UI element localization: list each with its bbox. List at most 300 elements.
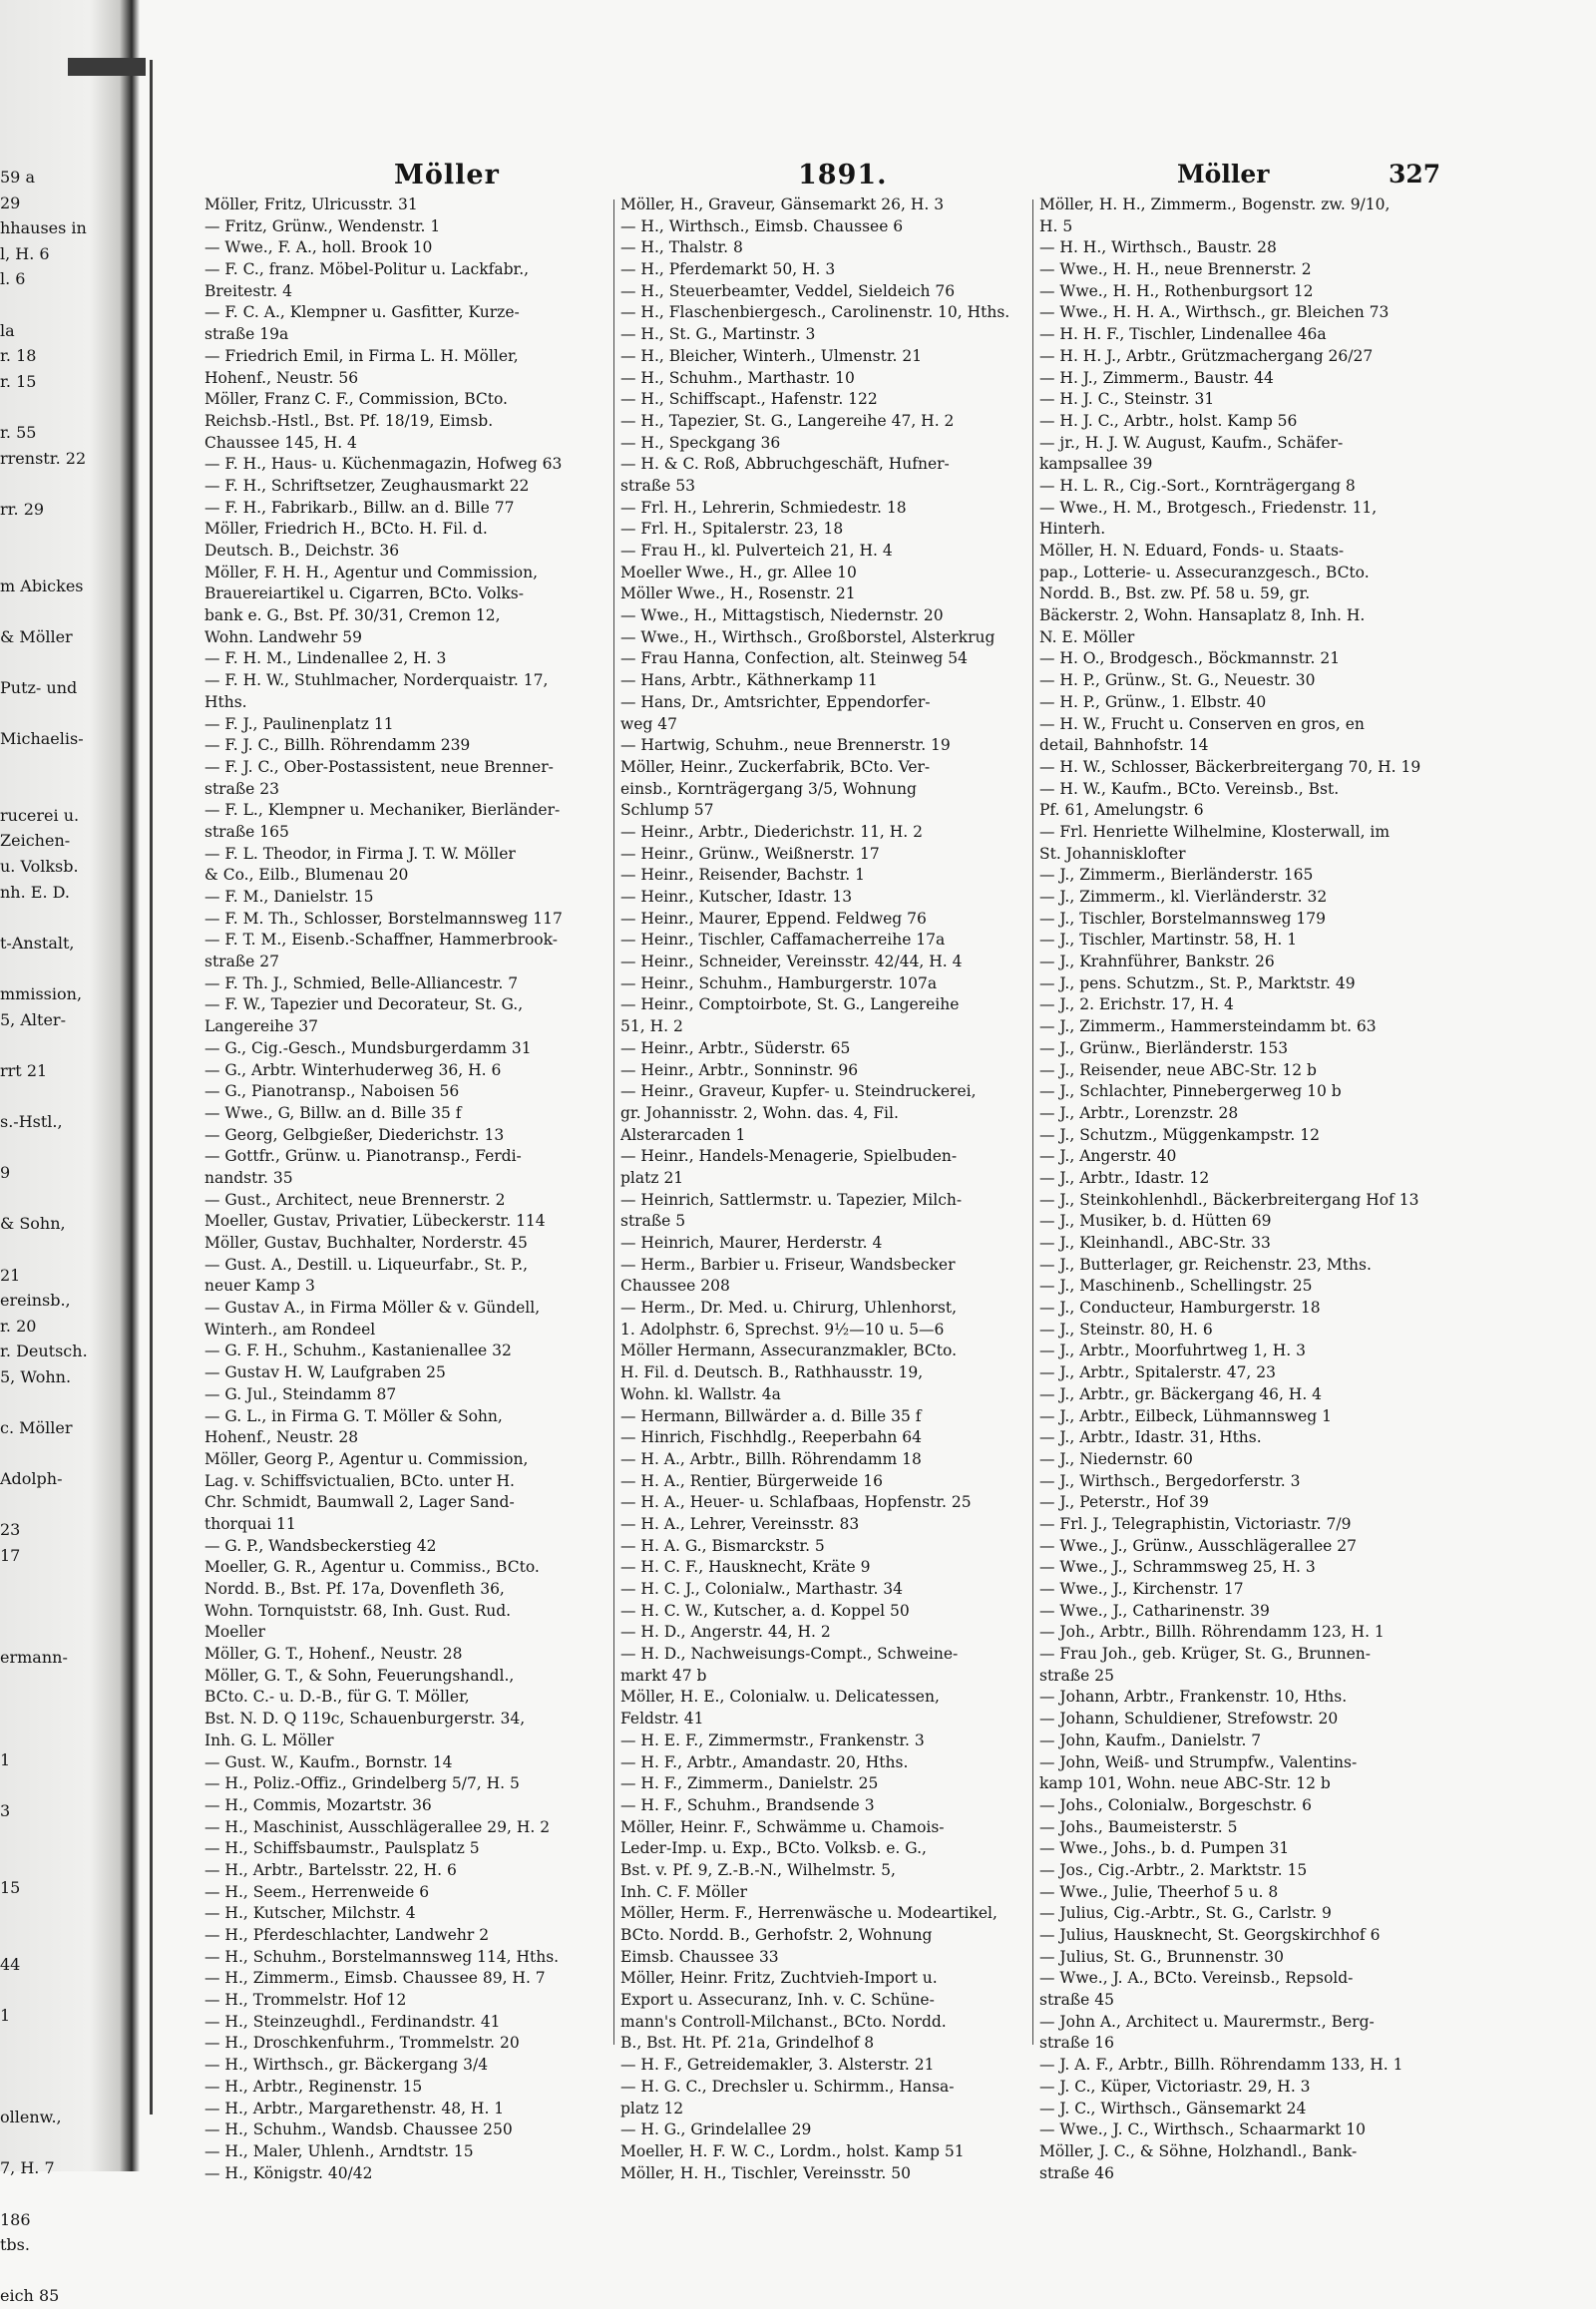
directory-entry-line: — J., Zimmerm., Bierländerstr. 165 (1039, 866, 1314, 885)
directory-entry-line: Reichsb.-Hstl., Bst. Pf. 18/19, Eimsb. (204, 411, 494, 430)
left-fragment-line (0, 1135, 100, 1161)
left-fragment-line (0, 1569, 100, 1595)
directory-entry-line: — J., Schlachter, Pinnebergerweg 10 b (1039, 1082, 1342, 1101)
left-fragment-line: s.-Hstl., (0, 1111, 63, 1131)
page-number: 327 (1389, 160, 1441, 189)
directory-entry-line: kampsallee 39 (1039, 455, 1153, 474)
directory-entry-line: — Julius, Cig.-Arbtr., St. G., Carlstr. 9 (1039, 1904, 1332, 1923)
left-fragment-line (0, 1083, 100, 1109)
directory-entry-line: — F. C. A., Klempner u. Gasfitter, Kurze- (204, 303, 520, 322)
left-fragment-line (0, 2080, 100, 2106)
directory-entry-line: — J., Musiker, b. d. Hütten 69 (1039, 1212, 1272, 1231)
directory-entry-line: — Johs., Baumeisterstr. 5 (1039, 1817, 1238, 1836)
directory-entry-line: — J., Schutzm., Müggenkampstr. 12 (1039, 1125, 1320, 1144)
directory-entry-line: Eimsb. Chaussee 33 (620, 1947, 779, 1966)
directory-entry-line: — H., Trommelstr. Hof 12 (204, 1991, 407, 2010)
directory-entry-line: — Georg, Gelbgießer, Diederichstr. 13 (204, 1125, 505, 1144)
directory-entry-line: detail, Bahnhofstr. 14 (1039, 736, 1209, 755)
directory-entry-line: — H., Königstr. 40/42 (204, 2163, 373, 2182)
directory-entry-line: — Johs., Colonialw., Borgeschstr. 6 (1039, 1795, 1312, 1814)
directory-entry-line: — H., Seem., Herrenweide 6 (204, 1882, 430, 1901)
directory-entry-line: — H. P., Grünw., St. G., Neuestr. 30 (1039, 671, 1316, 690)
directory-entry-line: Hohenf., Neustr. 28 (204, 1428, 359, 1447)
directory-entry-line: — J., Reisender, neue ABC-Str. 12 b (1039, 1060, 1317, 1079)
directory-entry-line: — J., Arbtr., gr. Bäckergang 46, H. 4 (1039, 1384, 1323, 1403)
left-fragment-line (0, 905, 100, 931)
directory-entry-line: Nordd. B., Bst. zw. Pf. 58 u. 59, gr. (1039, 584, 1311, 603)
directory-entry-line: — J., Maschinenb., Schellingstr. 25 (1039, 1277, 1313, 1296)
column-rule (613, 199, 614, 2045)
left-fragment-line (0, 1772, 100, 1798)
left-fragment-line (0, 1441, 100, 1467)
left-fragment-line (0, 1849, 100, 1875)
directory-entry-line: — Heinr., Arbtr., Süderstr. 65 (620, 1038, 851, 1057)
directory-entry-line: bank e. G., Bst. Pf. 30/31, Cremon 12, (204, 606, 501, 625)
directory-entry-line: — Gust., Architect, neue Brennerstr. 2 (204, 1190, 506, 1209)
directory-entry-line: BCto. C.- u. D.-B., für G. T. Möller, (204, 1688, 470, 1707)
directory-entry-line: 1. Adolphstr. 6, Sprechst. 9½—10 u. 5—6 (620, 1320, 945, 1339)
left-fragment-line (0, 1390, 100, 1416)
directory-entry-line: — H. J., Zimmerm., Baustr. 44 (1039, 368, 1274, 387)
directory-entry-line: Alsterarcaden 1 (620, 1125, 746, 1144)
directory-entry-line: — H., Schiffsbaumstr., Paulsplatz 5 (204, 1839, 480, 1858)
directory-entry-line: — J., Krahnführer, Bankstr. 26 (1039, 953, 1275, 971)
directory-entry-line: — F. L. Theodor, in Firma J. T. W. Möller (204, 844, 516, 863)
left-fragment-line: mmission, (0, 984, 83, 1003)
directory-entry-line: BCto. Nordd. B., Gerhofstr. 2, Wohnung (620, 1926, 933, 1944)
directory-entry-line: — Gottfr., Grünw. u. Pianotransp., Ferdi- (204, 1147, 522, 1166)
directory-entry-line: — Heinr., Schneider, Vereinsstr. 42/44, H. 4 (620, 953, 963, 971)
directory-entry-line: — H. W., Kaufm., BCto. Vereinsb., Bst. (1039, 779, 1340, 798)
directory-entry-line: straße 46 (1039, 2163, 1115, 2182)
directory-entry-line: Winterh., am Rondeel (204, 1320, 376, 1339)
directory-entry-line: — Hans, Dr., Amtsrichter, Eppendorfer- (620, 692, 931, 711)
directory-entry-line: — Heinr., Maurer, Eppend. Feldweg 76 (620, 909, 927, 928)
directory-entry-line: — John, Kaufm., Danielstr. 7 (1039, 1731, 1262, 1749)
directory-entry-line: — Heinr., Comptoirbote, St. G., Langereihe (620, 995, 960, 1014)
left-fragment-line: 186 (0, 2209, 31, 2229)
directory-entry-line: — H. W., Schlosser, Bäckerbreitergang 70, H. 19 (1039, 757, 1421, 776)
directory-entry-line: kamp 101, Wohn. neue ABC-Str. 12 b (1039, 1774, 1331, 1793)
left-fragment-line (0, 1824, 100, 1850)
directory-entry-line: straße 19a (204, 325, 289, 344)
directory-entry-line: — H. E. F., Zimmermstr., Frankenstr. 3 (620, 1731, 925, 1749)
directory-entry-line: neuer Kamp 3 (204, 1277, 315, 1296)
running-head-right: Möller (1177, 160, 1270, 189)
directory-entry-line: — Heinr., Schuhm., Hamburgerstr. 107a (620, 973, 938, 992)
directory-entry-line: — F. W., Tapezier und Decorateur, St. G., (204, 995, 524, 1014)
directory-entry-line: — H. A., Lehrer, Vereinsstr. 83 (620, 1514, 860, 1533)
directory-entry-line: Wohn. kl. Wallstr. 4a (620, 1384, 781, 1403)
directory-entry-line: — Heinrich, Maurer, Herderstr. 4 (620, 1234, 883, 1252)
directory-entry-line: — J., Arbtr., Idastr. 31, Hths. (1039, 1428, 1262, 1447)
directory-entry-line: — Heinr., Reisender, Bachstr. 1 (620, 866, 866, 885)
directory-entry-line: — Wwe., H., Mittagstisch, Niedernstr. 20 (620, 606, 944, 625)
left-fragment-line: u. Volksb. (0, 857, 79, 877)
directory-entry-line: — Wwe., F. A., holl. Brook 10 (204, 238, 433, 257)
directory-entry-line: 51, H. 2 (620, 1017, 683, 1036)
directory-entry-line: Möller, Gustav, Buchhalter, Norderstr. 45 (204, 1234, 528, 1252)
directory-entry-line: — Jos., Cig.-Arbtr., 2. Marktstr. 15 (1039, 1860, 1308, 1879)
directory-entry-line: — Herm., Dr. Med. u. Chirurg, Uhlenhorst, (620, 1299, 958, 1318)
directory-entry-line: — J., Arbtr., Eilbeck, Lühmannsweg 1 (1039, 1406, 1332, 1425)
directory-entry-line: — J., Butterlager, gr. Reichenstr. 23, Mths. (1039, 1255, 1372, 1274)
left-fragment-line: ollenw., (0, 2108, 62, 2127)
left-fragment-line: 7, H. 7 (0, 2158, 55, 2178)
directory-entry-line: straße 25 (1039, 1666, 1115, 1685)
directory-entry-line: Hths. (204, 692, 247, 711)
directory-entry-line: — G. L., in Firma G. T. Möller & Sohn, (204, 1406, 503, 1425)
directory-entry-line: — Frl. H., Spitalerstr. 23, 18 (620, 520, 844, 539)
directory-entry-line: straße 53 (620, 476, 696, 495)
directory-entry-line: — G., Pianotransp., Naboisen 56 (204, 1082, 460, 1101)
directory-entry-line: — F. Th. J., Schmied, Belle-Alliancestr. 7 (204, 973, 519, 992)
left-fragment-line: nh. E. D. (0, 882, 70, 902)
left-fragment-line: ereinsb., (0, 1291, 71, 1311)
left-fragment-line: m Abickes (0, 576, 84, 595)
directory-entry-line: — H. P., Grünw., 1. Elbstr. 40 (1039, 692, 1267, 711)
directory-entry-line: markt 47 b (620, 1666, 707, 1685)
directory-entry-line: — Herm., Barbier u. Friseur, Wandsbecker (620, 1255, 956, 1274)
directory-entry-line: — F. H. W., Stuhlmacher, Norderquaistr. 17, (204, 671, 549, 690)
directory-entry-line: — H., Wirthsch., gr. Bäckergang 3/4 (204, 2056, 489, 2075)
directory-entry-line: — Gustav A., in Firma Möller & v. Gündell, (204, 1299, 541, 1318)
directory-entry-line: Moeller, G. R., Agentur u. Commiss., BCto. (204, 1558, 540, 1577)
directory-entry-line: — jr., H. J. W. August, Kaufm., Schäfer- (1039, 433, 1344, 452)
directory-entry-line: — J. A. F., Arbtr., Billh. Röhrendamm 133, H. 1 (1039, 2056, 1403, 2075)
directory-entry-line: — H. & C. Roß, Abbruchgeschäft, Hufner- (620, 455, 950, 474)
directory-entry-line: — Hermann, Billwärder a. d. Bille 35 f (620, 1406, 922, 1425)
left-fragment-line: 17 (0, 1546, 21, 1566)
directory-entry-line: Schlump 57 (620, 801, 714, 820)
directory-entry-line: — Hans, Arbtr., Käthnerkamp 11 (620, 671, 878, 690)
left-fragment-line: 5, Wohn. (0, 1366, 72, 1386)
directory-entry-line: — F. H., Schriftsetzer, Zeughausmarkt 22 (204, 476, 530, 495)
left-fragment-line: tbs. (0, 2235, 30, 2255)
directory-entry-line: — H., Commis, Mozartstr. 36 (204, 1795, 432, 1814)
directory-entry-line: — Frau Hanna, Confection, alt. Steinweg 54 (620, 649, 968, 668)
directory-entry-line: B., Bst. Ht. Pf. 21a, Grindelhof 8 (620, 2034, 875, 2053)
directory-entry-line: — H. O., Brodgesch., Böckmannstr. 21 (1039, 649, 1341, 668)
left-fragment-line: l, H. 6 (0, 243, 50, 263)
directory-entry-line: Möller, H. N. Eduard, Fonds- u. Staats- (1039, 542, 1345, 560)
directory-entry-line: — Heinr., Arbtr., Sonninstr. 96 (620, 1060, 859, 1079)
left-fragment-line: 1 (0, 1749, 11, 1769)
directory-entry-line: — J., Arbtr., Lorenzstr. 28 (1039, 1103, 1239, 1122)
left-fragment-line (0, 1722, 100, 1747)
directory-entry-line: — J., Zimmerm., Hammersteindamm bt. 63 (1039, 1017, 1377, 1036)
directory-entry-line: — F. H., Haus- u. Küchenmagazin, Hofweg 63 (204, 455, 563, 474)
directory-entry-line: — H., St. G., Martinstr. 3 (620, 325, 816, 344)
left-fragment-line: r. 20 (0, 1316, 37, 1336)
left-fragment-line: 59 a (0, 168, 35, 187)
directory-column-1 (204, 194, 608, 2184)
left-fragment-line: r. 15 (0, 371, 37, 391)
directory-entry-line: — Wwe., Johs., b. d. Pumpen 31 (1039, 1839, 1290, 1858)
directory-entry-line: & Co., Eilb., Blumenau 20 (204, 866, 409, 885)
page-edge (150, 60, 153, 2115)
directory-entry-line: N. E. Möller (1039, 627, 1135, 646)
directory-entry-line: — J. C., Wirthsch., Gänsemarkt 24 (1039, 2099, 1307, 2117)
directory-entry-line: Langereihe 37 (204, 1017, 318, 1036)
left-fragment-line: 29 (0, 192, 21, 212)
directory-entry-line: — J., Steinstr. 80, H. 6 (1039, 1320, 1213, 1339)
directory-entry-line: — Wwe., J., Catharinenstr. 39 (1039, 1601, 1270, 1620)
directory-entry-line: — Wwe., G, Billw. an d. Bille 35 f (204, 1103, 462, 1122)
directory-entry-line: — J., Peterstr., Hof 39 (1039, 1493, 1209, 1512)
left-fragment-line (0, 1926, 100, 1952)
directory-entry-line: — J., Niedernstr. 60 (1039, 1449, 1193, 1468)
left-fragment-line: eich 85 (0, 2286, 60, 2306)
left-fragment-line (0, 522, 100, 548)
directory-entry-line: — Wwe., J. A., BCto. Vereinsb., Repsold- (1039, 1969, 1354, 1988)
directory-entry-line: — H., Schuhm., Wandsb. Chaussee 250 (204, 2120, 513, 2139)
left-fragment-line (0, 752, 100, 778)
left-fragment-line (0, 598, 100, 624)
directory-entry-line: — H. J. C., Steinstr. 31 (1039, 390, 1215, 409)
directory-entry-line: — Hartwig, Schuhm., neue Brennerstr. 19 (620, 736, 951, 755)
directory-entry-line: nandstr. 35 (204, 1168, 293, 1187)
directory-entry-line: — H. F., Zimmerm., Danielstr. 25 (620, 1774, 879, 1793)
directory-entry-line: — H. F., Schuhm., Brandsende 3 (620, 1795, 875, 1814)
directory-entry-line: — H. W., Frucht u. Conserven en gros, en (1039, 714, 1365, 733)
directory-entry-line: — H. C. F., Hausknecht, Kräte 9 (620, 1558, 871, 1577)
directory-entry-line: Möller, G. T., & Sohn, Feuerungshandl., (204, 1666, 515, 1685)
left-fragment-line (0, 2181, 100, 2207)
left-fragment-line (0, 1620, 100, 1646)
left-fragment-line: r. 55 (0, 422, 37, 442)
directory-entry-line: — H. J. C., Arbtr., holst. Kamp 56 (1039, 411, 1298, 430)
directory-entry-line: — H., Arbtr., Reginenstr. 15 (204, 2077, 423, 2096)
directory-entry-line: — H. A., Rentier, Bürgerweide 16 (620, 1471, 883, 1490)
left-fragment-line: 15 (0, 1877, 21, 1897)
directory-entry-line: — H., Maschinist, Ausschlägerallee 29, H. 2 (204, 1817, 551, 1836)
directory-entry-line: — Gust. A., Destill. u. Liqueurfabr., St. P., (204, 1255, 529, 1274)
running-head-year: 1891. (798, 160, 888, 191)
left-fragment-line (0, 292, 100, 318)
directory-entry-line: — H. D., Nachweisungs-Compt., Schweine- (620, 1645, 959, 1664)
directory-entry-line: Möller, Fritz, Ulricusstr. 31 (204, 195, 418, 213)
directory-entry-line: — H., Pferdemarkt 50, H. 3 (620, 260, 836, 279)
directory-entry-line: — Frl. Henriette Wilhelmine, Klosterwall, im (1039, 822, 1391, 841)
directory-entry-line: Möller, F. H. H., Agentur und Commission, (204, 563, 538, 581)
directory-entry-line: — H., Flaschenbiergesch., Carolinenstr. 10, Hths. (620, 303, 1010, 322)
directory-entry-line: — Wwe., J., Grünw., Ausschlägerallee 27 (1039, 1536, 1357, 1555)
left-fragment-line: 21 (0, 1265, 21, 1285)
directory-entry-line: platz 12 (620, 2099, 684, 2117)
directory-entry-line: — J., 2. Erichstr. 17, H. 4 (1039, 995, 1234, 1014)
directory-entry-line: Moeller Wwe., H., gr. Allee 10 (620, 563, 857, 581)
directory-entry-line: — Wwe., H. H., Rothenburgsort 12 (1039, 281, 1314, 300)
directory-entry-line: — Fritz, Grünw., Wendenstr. 1 (204, 216, 441, 235)
directory-entry-line: pap., Lotterie- u. Assecuranzgesch., BCto. (1039, 563, 1370, 581)
directory-entry-line: weg 47 (620, 714, 678, 733)
directory-entry-line: St. Johannisklofter (1039, 844, 1186, 863)
directory-entry-line: — F. M. Th., Schlosser, Borstelmannsweg 117 (204, 909, 563, 928)
directory-entry-line: Chaussee 208 (620, 1277, 730, 1296)
directory-entry-line: Möller, Heinr. Fritz, Zuchtvieh-Import u. (620, 1969, 938, 1988)
directory-entry-line: — J., Angerstr. 40 (1039, 1147, 1177, 1166)
directory-entry-line: Deutsch. B., Deichstr. 36 (204, 542, 400, 560)
directory-entry-line: Hohenf., Neustr. 56 (204, 368, 359, 387)
directory-entry-line: — Wwe., J. C., Wirthsch., Schaarmarkt 10 (1039, 2120, 1366, 2139)
left-fragment-line: la (0, 320, 15, 340)
left-fragment-line: l. 6 (0, 269, 26, 289)
directory-entry-line: — H., Kutscher, Milchstr. 4 (204, 1904, 416, 1923)
directory-entry-line: — J., Tischler, Martinstr. 58, H. 1 (1039, 931, 1298, 950)
left-fragment-line (0, 1032, 100, 1058)
left-fragment-line (0, 1671, 100, 1697)
directory-entry-line: Chr. Schmidt, Baumwall 2, Lager Sand- (204, 1493, 515, 1512)
left-fragment-line (0, 548, 100, 574)
directory-entry-line: — F. J. C., Billh. Röhrendamm 239 (204, 736, 471, 755)
directory-entry-line: straße 23 (204, 779, 280, 798)
left-fragment-line: c. Möller (0, 1418, 73, 1438)
directory-entry-line: — J., pens. Schutzm., St. P., Marktstr. 49 (1039, 973, 1356, 992)
directory-entry-line: Inh. G. L. Möller (204, 1731, 334, 1749)
left-fragment-line: & Sohn, (0, 1214, 66, 1234)
left-fragment-line: & Möller (0, 626, 73, 646)
directory-entry-line: — H., Schuhm., Borstelmannsweg 114, Hths. (204, 1947, 560, 1966)
directory-entry-line: — G. F. H., Schuhm., Kastanienallee 32 (204, 1342, 512, 1360)
directory-entry-line: — H. A., Arbtr., Billh. Röhrendamm 18 (620, 1449, 922, 1468)
directory-entry-line: — F. T. M., Eisenb.-Schaffner, Hammerbrook- (204, 931, 558, 950)
directory-entry-line: — H. C. J., Colonialw., Marthastr. 34 (620, 1580, 904, 1598)
directory-entry-line: Feldstr. 41 (620, 1710, 704, 1729)
directory-entry-line: Pf. 61, Amelungstr. 6 (1039, 801, 1204, 820)
directory-entry-line: — H., Thalstr. 8 (620, 238, 743, 257)
directory-entry-line: — Frau H., kl. Pulverteich 21, H. 4 (620, 542, 893, 560)
directory-entry-line: thorquai 11 (204, 1514, 296, 1533)
left-fragment-line: Zeichen- (0, 831, 71, 851)
directory-entry-line: Möller, H. H., Tischler, Vereinsstr. 50 (620, 2163, 912, 2182)
directory-entry-line: straße 5 (620, 1212, 686, 1231)
directory-entry-line: — H. A. G., Bismarckstr. 5 (620, 1536, 825, 1555)
directory-entry-line: — Gustav H. W, Laufgraben 25 (204, 1363, 446, 1382)
binding-tape (68, 58, 146, 76)
directory-entry-line: — Heinr., Kutscher, Idastr. 13 (620, 888, 853, 906)
left-fragment-line (0, 1977, 100, 2003)
directory-entry-line: Möller, Herm. F., Herrenwäsche u. Modeartikel, (620, 1904, 998, 1923)
directory-entry-line: — G. Jul., Steindamm 87 (204, 1384, 397, 1403)
directory-entry-line: — H. C. W., Kutscher, a. d. Koppel 50 (620, 1601, 910, 1620)
directory-entry-line: — H. L. R., Cig.-Sort., Kornträgergang 8 (1039, 476, 1356, 495)
directory-entry-line: — H., Arbtr., Bartelsstr. 22, H. 6 (204, 1860, 457, 1879)
directory-entry-line: Inh. C. F. Möller (620, 1882, 747, 1901)
directory-entry-line: — H. G., Grindelallee 29 (620, 2120, 812, 2139)
directory-entry-line: — Wwe., H., Wirthsch., Großborstel, Alsterkrug (620, 627, 996, 646)
directory-entry-line: Brauereiartikel u. Cigarren, BCto. Volks- (204, 584, 524, 603)
directory-entry-line: — H. A., Heuer- u. Schlafbaas, Hopfenstr. 25 (620, 1493, 972, 1512)
directory-entry-line: — H. D., Angerstr. 44, H. 2 (620, 1623, 831, 1642)
directory-entry-line: — Frl. J., Telegraphistin, Victoriastr. 7/9 (1039, 1514, 1352, 1533)
left-fragment-line: 44 (0, 1954, 21, 1974)
directory-entry-line: — J., Tischler, Borstelmannsweg 179 (1039, 909, 1326, 928)
directory-entry-line: — Wwe., J., Schrammsweg 25, H. 3 (1039, 1558, 1316, 1577)
directory-entry-line: — Julius, Hausknecht, St. Georgskirchhof 6 (1039, 1926, 1381, 1944)
directory-entry-line: — H. H. F., Tischler, Lindenallee 46a (1039, 325, 1327, 344)
left-fragment-line (0, 1697, 100, 1723)
directory-entry-line: straße 27 (204, 953, 280, 971)
directory-entry-line: Moeller (204, 1623, 265, 1642)
directory-entry-line: Breitestr. 4 (204, 281, 292, 300)
directory-entry-line: mann's Controll-Milchanst., BCto. Nordd. (620, 2012, 947, 2031)
directory-entry-line: — G. P., Wandsbeckerstieg 42 (204, 1536, 437, 1555)
directory-entry-line: Möller, Franz C. F., Commission, BCto. (204, 390, 508, 409)
left-fragment-line: 9 (0, 1163, 11, 1183)
left-fragment-line (0, 649, 100, 675)
directory-entry-line: — Heinr., Arbtr., Diederichstr. 11, H. 2 (620, 822, 924, 841)
directory-entry-line: — Wwe., H. H., neue Brennerstr. 2 (1039, 260, 1312, 279)
directory-entry-line: H. 5 (1039, 216, 1073, 235)
directory-entry-line: — H., Droschkenfuhrm., Trommelstr. 20 (204, 2034, 520, 2053)
directory-entry-line: — Heinr., Graveur, Kupfer- u. Steindruckerei, (620, 1082, 977, 1101)
left-fragment-line (0, 777, 100, 803)
directory-entry-line: — Hinrich, Fischhdlg., Reeperbahn 64 (620, 1428, 922, 1447)
left-fragment-line: t-Anstalt, (0, 933, 75, 953)
directory-entry-line: Bäckerstr. 2, Wohn. Hansaplatz 8, Inh. H. (1039, 606, 1366, 625)
directory-entry-line: — Wwe., H. M., Brotgesch., Friedenstr. 11, (1039, 498, 1378, 517)
directory-entry-line: — J., Arbtr., Idastr. 12 (1039, 1168, 1210, 1187)
left-fragment-line: r. Deutsch. (0, 1342, 88, 1361)
directory-entry-line: einsb., Kornträgergang 3/5, Wohnung (620, 779, 917, 798)
directory-entry-line: — J., Steinkohlenhdl., Bäckerbreitergang Hof 13 (1039, 1190, 1419, 1209)
directory-entry-line: — H., Steuerbeamter, Veddel, Sieldeich 76 (620, 281, 956, 300)
directory-entry-line: — Frl. H., Lehrerin, Schmiedestr. 18 (620, 498, 907, 517)
directory-entry-line: — F. J. C., Ober-Postassistent, neue Brenner- (204, 757, 554, 776)
directory-entry-line: — H., Tapezier, St. G., Langereihe 47, H. 2 (620, 411, 955, 430)
directory-entry-line: Möller, H. H., Zimmerm., Bogenstr. zw. 9/10, (1039, 195, 1391, 213)
directory-entry-line: — J., Conducteur, Hamburgerstr. 18 (1039, 1299, 1321, 1318)
directory-entry-line: — J., Kleinhandl., ABC-Str. 33 (1039, 1234, 1271, 1252)
directory-entry-line: — H., Maler, Uhlenh., Arndtstr. 15 (204, 2141, 474, 2160)
directory-entry-line: Bst. v. Pf. 9, Z.-B.-N., Wilhelmstr. 5, (620, 1860, 896, 1879)
directory-column-2 (620, 194, 1024, 2184)
left-fragment-line (0, 2054, 100, 2080)
left-fragment-line (0, 1492, 100, 1518)
directory-entry-line: — Heinr., Grünw., Weißnerstr. 17 (620, 844, 880, 863)
left-fragment-line (0, 1186, 100, 1212)
directory-entry-line: — H., Zimmerm., Eimsb. Chaussee 89, H. 7 (204, 1969, 546, 1988)
directory-entry-line: — H., Bleicher, Winterh., Ulmenstr. 21 (620, 346, 923, 365)
directory-column-3 (1039, 194, 1438, 2184)
directory-entry-line: Export u. Assecuranz, Inh. v. C. Schüne- (620, 1991, 935, 2010)
left-fragment-line: Michaelis- (0, 729, 84, 749)
directory-entry-line: — J. C., Küper, Victoriastr. 29, H. 3 (1039, 2077, 1311, 2096)
directory-entry-line: Möller, Heinr., Zuckerfabrik, BCto. Ver- (620, 757, 931, 776)
directory-entry-line: Moeller, H. F. W. C., Lordm., holst. Kamp 51 (620, 2141, 965, 2160)
directory-entry-line: — Wwe., Julie, Theerhof 5 u. 8 (1039, 1882, 1279, 1901)
directory-entry-line: platz 21 (620, 1168, 684, 1187)
directory-entry-line: — H. H. J., Arbtr., Grützmachergang 26/27 (1039, 346, 1374, 365)
directory-entry-line: — F. H. M., Lindenallee 2, H. 3 (204, 649, 447, 668)
directory-entry-line: — Gust. W., Kaufm., Bornstr. 14 (204, 1752, 453, 1771)
left-fragment-line: 5, Alter- (0, 1009, 66, 1029)
directory-entry-line: Möller, G. T., Hohenf., Neustr. 28 (204, 1645, 463, 1664)
directory-entry-line: Möller, H. E., Colonialw. u. Delicatessen, (620, 1688, 940, 1707)
left-fragment-line (0, 1594, 100, 1620)
directory-entry-line: — Frau Joh., geb. Krüger, St. G., Brunnen- (1039, 1645, 1372, 1664)
left-fragment-line: r. 18 (0, 346, 37, 366)
directory-entry-line: — H., Wirthsch., Eimsb. Chaussee 6 (620, 216, 904, 235)
directory-entry-line: — G., Arbtr. Winterhuderweg 36, H. 6 (204, 1060, 502, 1079)
left-fragment-line (0, 700, 100, 726)
directory-entry-line: Moeller, Gustav, Privatier, Lübeckerstr. 114 (204, 1212, 546, 1231)
directory-entry-line: — Wwe., J., Kirchenstr. 17 (1039, 1580, 1244, 1598)
directory-entry-line: — G., Cig.-Gesch., Mundsburgerdamm 31 (204, 1038, 532, 1057)
left-fragment-line: hhauses in (0, 218, 87, 238)
directory-entry-line: Wohn. Tornquiststr. 68, Inh. Gust. Rud. (204, 1601, 512, 1620)
